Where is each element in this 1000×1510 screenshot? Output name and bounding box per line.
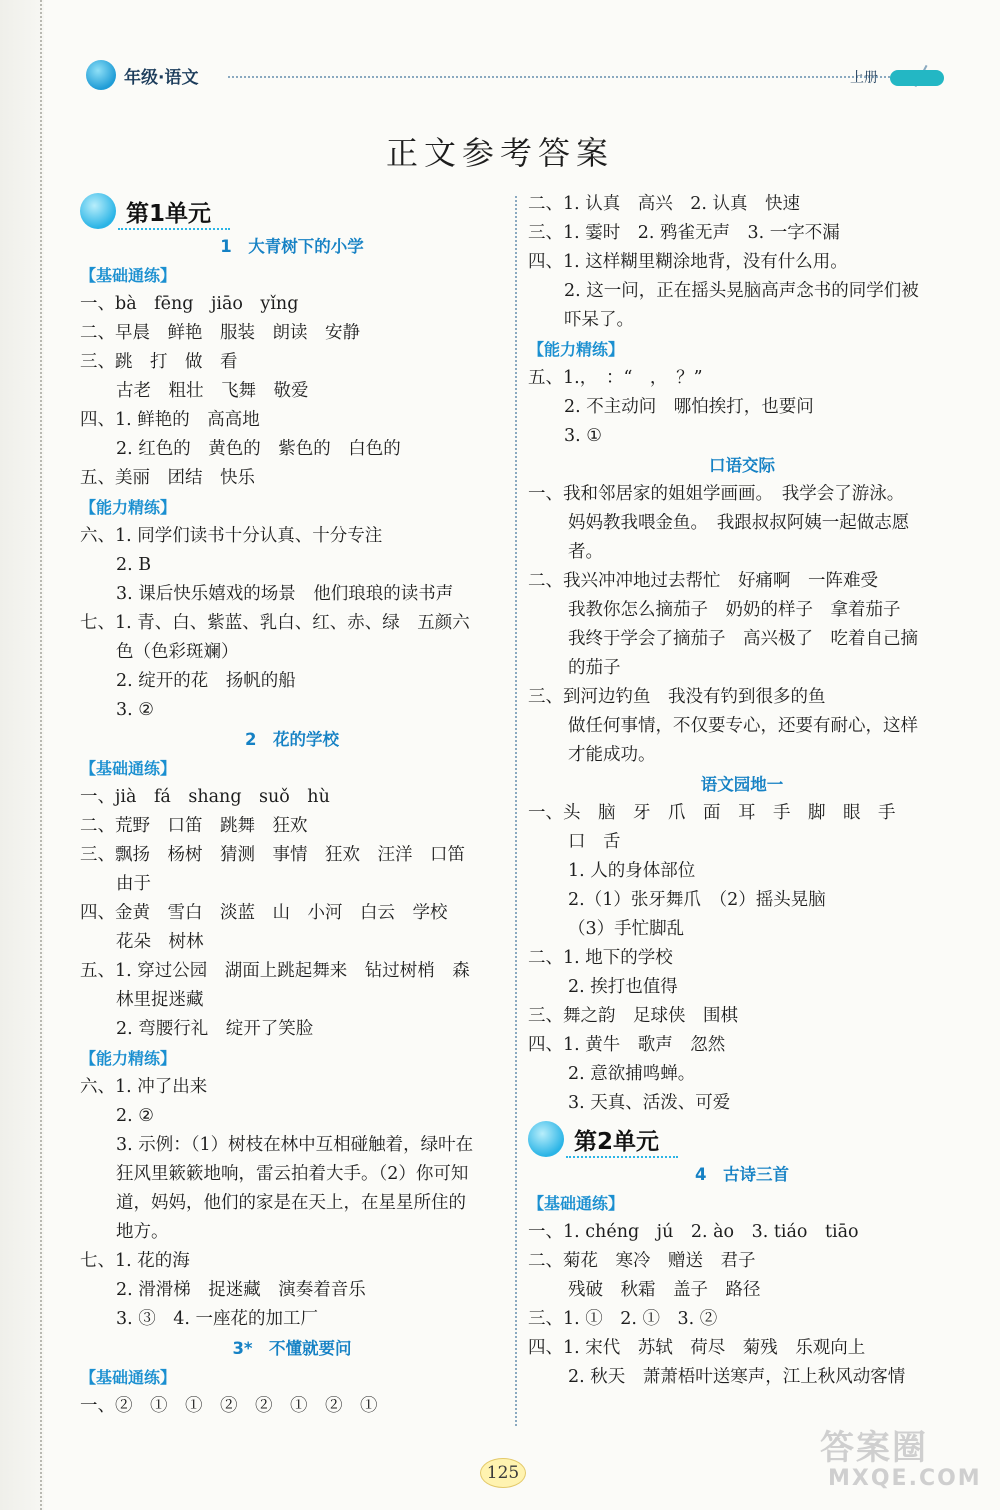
answer-line-continued: 2. 滑滑梯 捉迷藏 演奏着音乐	[116, 1280, 366, 1300]
answer-line-continued: 3. 天真、活泼、可爱	[568, 1093, 731, 1113]
section-tag: 【基础通练】	[528, 1194, 625, 1213]
unit-heading	[528, 1118, 956, 1160]
answer-line-continued: 口 舌	[568, 832, 621, 852]
answer-line-continued: 3. 示例：（1）树枝在林中互相碰触着，绿叶在	[116, 1135, 474, 1155]
unit-title: 第1单元	[126, 200, 212, 227]
answer-line-continued: 吓呆了。	[564, 310, 634, 330]
answer-line-continued: 2. 挨打也值得	[568, 977, 678, 997]
section-tag: 【能力精练】	[80, 498, 177, 517]
answer-line: 四、1. 宋代 苏轼 荷尽 菊残 乐观向上	[528, 1338, 866, 1358]
answer-line: 二、1. 地下的学校	[528, 948, 673, 968]
right-column	[528, 190, 956, 1392]
watermark	[820, 1420, 980, 1500]
answer-line-continued: 色（色彩斑斓）	[116, 642, 239, 662]
answer-line: 四、金黄 雪白 淡蓝 山 小河 白云 学校	[80, 903, 448, 923]
answer-line: 一、头 脑 牙 爪 面 耳 手 脚 眼 手	[528, 803, 896, 823]
unit-bullet-icon	[528, 1121, 564, 1157]
answer-line-continued: 2. 红色的 黄色的 紫色的 白色的	[116, 439, 401, 459]
answer-line: 四、1. 黄牛 歌声 忽然	[528, 1035, 726, 1055]
column-divider	[515, 196, 517, 1426]
answer-line-continued: 3. 课后快乐嬉戏的场景 他们琅琅的读书声	[116, 584, 454, 604]
section-tag: 【基础通练】	[80, 266, 177, 285]
answer-line-continued: 3. ②	[116, 700, 154, 720]
answer-line-continued: 妈妈教我喂金鱼。 我跟叔叔阿姨一起做志愿	[568, 513, 910, 533]
answer-line-continued: 古老 粗壮 飞舞 敬爱	[116, 381, 309, 401]
answer-line-continued: 地方。	[116, 1222, 169, 1242]
answer-line: 四、1. 鲜艳的 高高地	[80, 410, 260, 430]
answer-line: 一、jià fá shang suǒ hù	[80, 787, 330, 807]
unit-underline	[566, 1156, 678, 1158]
answer-line-continued: 2.（1）张牙舞爪 （2）摇头晃脑	[568, 890, 826, 910]
answer-line-continued: 2. 弯腰行礼 绽开了笑脸	[116, 1019, 314, 1039]
answer-line-continued: 道，妈妈，他们的家是在天上，在星星所住的	[116, 1193, 466, 1213]
answer-line: 三、到河边钓鱼 我没有钓到很多的鱼	[528, 687, 826, 707]
answer-line-continued: 我终于学会了摘茄子 高兴极了 吃着自己摘	[568, 629, 918, 649]
answer-line-continued: 才能成功。	[568, 745, 656, 765]
unit-heading	[80, 190, 504, 232]
answer-line: 二、早晨 鲜艳 服装 朗读 安静	[80, 323, 360, 343]
answer-line-continued: 花朵 树林	[116, 932, 204, 952]
answer-line: 三、飘扬 杨树 猜测 事情 狂欢 汪洋 口笛	[80, 845, 465, 865]
answer-line: 二、菊花 寒冷 赠送 君子	[528, 1251, 756, 1271]
page-binding-edge	[0, 0, 44, 1510]
answer-line: 三、舞之韵 足球侠 围棋	[528, 1006, 738, 1026]
answer-line-continued: 我教你怎么摘茄子 奶奶的样子 拿着茄子	[568, 600, 901, 620]
answer-line: 一、1. chéng jú 2. ào 3. tiáo tiāo	[528, 1222, 859, 1242]
answer-line-continued: 2. B	[116, 555, 152, 575]
answer-line-continued: 1. 人的身体部位	[568, 861, 696, 881]
lesson-title: 语文园地一	[700, 775, 784, 794]
left-column	[80, 190, 504, 1421]
page-title: 正文参考答案	[385, 134, 614, 172]
answer-line: 一、bà fēng jiāo yǐng	[80, 294, 299, 314]
globe-logo-icon	[86, 60, 116, 90]
answer-line-continued: 2. 绽开的花 扬帆的船	[116, 671, 296, 691]
section-tag: 【能力精练】	[80, 1049, 177, 1068]
answer-line: 三、1. ① 2. ① 3. ②	[528, 1309, 718, 1329]
answer-line: 六、1. 同学们读书十分认真、十分专注	[80, 526, 383, 546]
header-badge	[890, 70, 944, 86]
answer-line: 五、1. 穿过公园 湖面上跳起舞来 钻过树梢 森	[80, 961, 470, 981]
answer-line-continued: 3. ③ 4. 一座花的加工厂	[116, 1309, 319, 1329]
section-tag: 【基础通练】	[80, 1368, 177, 1387]
header-volume: 上册	[850, 70, 878, 86]
unit-bullet-icon	[80, 193, 116, 229]
answer-line-continued: 林里捉迷藏	[116, 990, 204, 1010]
lesson-title: 4 古诗三首	[695, 1165, 789, 1184]
answer-line: 二、荒野 口笛 跳舞 狂欢	[80, 816, 308, 836]
watermark-url: MXQE.COM	[828, 1466, 982, 1491]
answer-line: 四、1. 这样糊里糊涂地背，没有什么用。	[528, 252, 848, 272]
page-number: 125	[480, 1458, 526, 1488]
lesson-title: 2 花的学校	[245, 730, 339, 749]
answer-line: 一、我和邻居家的姐姐学画画。 我学会了游泳。	[528, 484, 905, 504]
answer-line: 二、我兴冲冲地过去帮忙 好痛啊 一阵难受	[528, 571, 878, 591]
answer-line-continued: 3. ①	[564, 426, 602, 446]
answer-line-continued: 2. 意欲捕鸣蝉。	[568, 1064, 696, 1084]
header-grade-subject: 年级·语文	[124, 68, 199, 88]
answer-line: 一、② ① ① ② ② ① ② ①	[80, 1396, 378, 1416]
answer-line: 二、1. 认真 高兴 2. 认真 快速	[528, 194, 801, 214]
answer-line-continued: 由于	[116, 874, 151, 894]
answer-line-continued: 狂风里簌簌地响，雷云拍着大手。（2）你可知	[116, 1164, 469, 1184]
page-header	[86, 58, 950, 98]
answer-line-continued: 2. ②	[116, 1106, 154, 1126]
answer-line: 七、1. 花的海	[80, 1251, 190, 1271]
section-tag: 【能力精练】	[528, 340, 625, 359]
answer-line-continued: 的茄子	[568, 658, 621, 678]
answer-line: 三、1. 霎时 2. 鸦雀无声 3. 一字不漏	[528, 223, 840, 243]
header-rule	[228, 76, 918, 78]
answer-line-continued: 2. 秋天 萧萧梧叶送寒声，江上秋风动客情	[568, 1367, 906, 1387]
answer-line-continued: 2. 这一问，正在摇头晃脑高声念书的同学们被	[564, 281, 919, 301]
answer-line-continued: 者。	[568, 542, 603, 562]
answer-line: 三、跳 打 做 看	[80, 352, 238, 372]
lesson-title: 1 大青树下的小学	[220, 237, 364, 256]
answer-line: 五、1.， ：“ ， ？”	[528, 368, 703, 388]
section-tag: 【基础通练】	[80, 759, 177, 778]
lesson-title: 口语交际	[709, 456, 775, 475]
answer-line-continued: （3）手忙脚乱	[568, 919, 685, 939]
answer-line: 七、1. 青、白、紫蓝、乳白、红、赤、绿 五颜六	[80, 613, 470, 633]
binding-dotted-line	[40, 0, 42, 1510]
answer-line: 六、1. 冲了出来	[80, 1077, 208, 1097]
watermark-logo-text: 答案圈	[820, 1428, 928, 1468]
answer-line-continued: 2. 不主动问 哪怕挨打，也要问	[564, 397, 814, 417]
answer-line: 五、美丽 团结 快乐	[80, 468, 255, 488]
lesson-title: 3* 不懂就要问	[232, 1339, 352, 1358]
answer-line-continued: 残破 秋霜 盖子 路径	[568, 1280, 761, 1300]
unit-title: 第2单元	[574, 1128, 660, 1155]
answer-line-continued: 做任何事情，不仅要专心，还要有耐心，这样	[568, 716, 918, 736]
unit-underline	[118, 228, 230, 230]
